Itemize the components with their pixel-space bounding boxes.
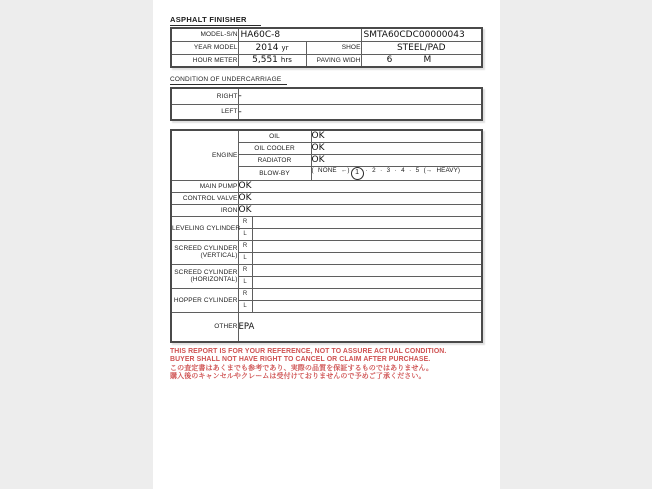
hour-meter-value: 5,551 hrs: [238, 54, 306, 67]
oil-cooler-value: OK: [311, 142, 482, 154]
engine-oil-row: [171, 130, 482, 142]
spec-table: [170, 27, 483, 68]
right-value: -: [238, 88, 482, 104]
undercarriage-row-right: [171, 88, 482, 104]
screed-vertical-label: SCREED CYLINDER (VERTICAL): [171, 240, 238, 264]
hopper-cylinder-label: HOPPER CYLINDER: [171, 288, 238, 312]
leveling-cylinder-right-row: [171, 216, 482, 228]
screed-vertical-right-row: [171, 240, 482, 252]
left-mark: L: [238, 276, 252, 288]
control-valve-value: OK: [238, 192, 482, 204]
undercarriage-row-left: [171, 104, 482, 120]
left-mark: L: [238, 228, 252, 240]
report-content: [170, 0, 481, 381]
year-model-label: YEAR MODEL: [171, 41, 238, 54]
other-label: OTHER: [171, 312, 238, 342]
left-mark: L: [238, 252, 252, 264]
disclaimer-block: [170, 348, 481, 381]
hour-meter-label: HOUR METER: [171, 54, 238, 67]
control-valve-row: [171, 192, 482, 204]
right-label: RIGHT: [171, 88, 238, 104]
left-label: LEFT: [171, 104, 238, 120]
undercarriage-table: [170, 87, 483, 121]
right-mark: R: [238, 240, 252, 252]
oil-value: OK: [311, 130, 482, 142]
year-model-value: 2014 yr: [238, 41, 306, 54]
main-pump-row: [171, 180, 482, 192]
oil-cooler-label: OIL COOLER: [238, 142, 311, 154]
blowby-label: BLOW-BY: [238, 166, 311, 180]
left-mark: L: [238, 300, 252, 312]
inspection-table: [170, 129, 483, 343]
main-pump-label: MAIN PUMP: [171, 180, 238, 192]
main-pump-value: OK: [238, 180, 482, 192]
leveling-cylinder-label: LEVELING CYLINDER: [171, 216, 238, 240]
blowby-selected-rating: 1: [351, 167, 364, 180]
right-mark: R: [238, 288, 252, 300]
disclaimer-line-1: THIS REPORT IS FOR YOUR REFERENCE, NOT TO ASSURE ACTUAL CONDITION.: [170, 348, 447, 355]
other-value: EPA: [238, 312, 482, 342]
hopper-cylinder-right-value: [252, 288, 482, 300]
disclaimer-line-3: この査定書はあくまでも参考であり、実際の品質を保証するものではありません。: [170, 364, 434, 372]
undercarriage-section-title: CONDITION OF UNDERCARRIAGE: [170, 76, 287, 85]
radiator-label: RADIATOR: [238, 154, 311, 166]
iron-row: [171, 204, 482, 216]
model-sn-label: MODEL-S/N: [171, 28, 238, 41]
hopper-cylinder-left-value: [252, 300, 482, 312]
control-valve-label: CONTROL VALVE: [171, 192, 238, 204]
right-mark: R: [238, 216, 252, 228]
paving-width-value: 6 M: [361, 54, 482, 67]
other-row: [171, 312, 482, 342]
year-unit: yr: [281, 43, 289, 52]
hopper-cylinder-right-row: [171, 288, 482, 300]
shoe-value: STEEL/PAD: [361, 41, 482, 54]
oil-label: OIL: [238, 130, 311, 142]
leveling-cylinder-right-value: [252, 216, 482, 228]
engine-label: ENGINE: [171, 130, 238, 180]
screed-vertical-right-value: [252, 240, 482, 252]
hour-unit: hrs: [280, 56, 292, 65]
serial-number-value: SMTA60CDC00000043: [361, 28, 482, 41]
blowby-scale: ( NONE ←) 1 · 2 · 3 · 4 · 5 (→ HEAVY): [311, 166, 482, 180]
left-value: -: [238, 104, 482, 120]
paving-width-label: PAVING WIDH: [306, 54, 361, 67]
right-mark: R: [238, 264, 252, 276]
leveling-cylinder-left-value: [252, 228, 482, 240]
screed-horizontal-right-row: [171, 264, 482, 276]
paving-unit: M: [423, 55, 432, 66]
iron-value: OK: [238, 204, 482, 216]
shoe-label: SHOE: [306, 41, 361, 54]
spec-row-model: [171, 28, 482, 41]
spec-row-hour-paving: [171, 54, 482, 67]
disclaimer-line-4: 購入後のキャンセルやクレームは受付けておりませんので予めご了承ください。: [170, 372, 426, 380]
screed-horizontal-left-value: [252, 276, 482, 288]
model-value: HA60C-8: [238, 28, 361, 41]
report-title: ASPHALT FINISHER: [170, 15, 261, 26]
disclaimer-line-2: BUYER SHALL NOT HAVE RIGHT TO CANCEL OR CLAIM AFTER PURCHASE.: [170, 356, 431, 364]
screed-horizontal-label: SCREED CYLINDER (HORIZONTAL): [171, 264, 238, 288]
iron-label: IRON: [171, 204, 238, 216]
screed-vertical-left-value: [252, 252, 482, 264]
report-page: [153, 0, 500, 489]
screed-horizontal-right-value: [252, 264, 482, 276]
spec-row-year-shoe: [171, 41, 482, 54]
radiator-value: OK: [311, 154, 482, 166]
